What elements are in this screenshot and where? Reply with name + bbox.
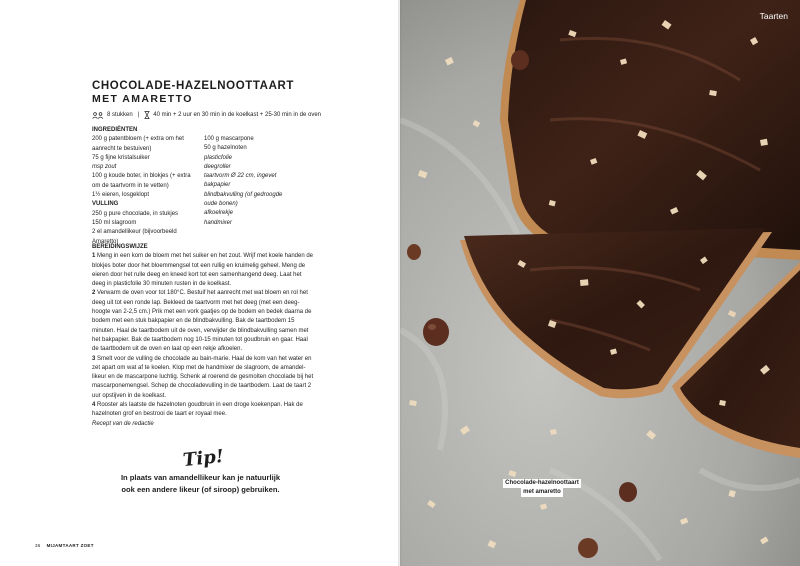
tip-label: Tip! <box>182 445 225 472</box>
equipment-line: taartvorm Ø 22 cm, ingevet <box>204 173 277 180</box>
page-number: 36 <box>35 543 41 548</box>
step-text: Verwarm de oven voor tot 180°C. Bestuif het aanrecht met wat bloem en rol het deeg uit tot een ronde lap. Bekleed de taartvorm met het deeg (met een deeg-hoogte van 2-2,5 cm.) Prik met een vork gaatjes op de bodem en bedek daarna de bodem met een stuk bakpapier en de blindbakvulling. Bak de taartbodem 15 minuten. Haal de taartbodem uit de oven, verwijder de blindbakvulling samen met het bakpapier. Bak de taartbodem nog 10-15 minuten tot goudbruin en gaar. Haal de taartbodem uit de oven en laat op een rekje afkoelen. <box>92 290 312 353</box>
recipe-credit: Recept van de redactie <box>92 420 154 427</box>
filling-heading: VULLING <box>92 201 119 208</box>
ingredient-line: msp zout <box>92 164 117 171</box>
filling-line: Amaretto) <box>92 238 119 245</box>
photo-caption <box>492 479 592 497</box>
hourglass-icon <box>144 111 150 119</box>
method-section <box>92 243 314 429</box>
recipe-meta <box>92 111 321 119</box>
method-step <box>92 355 314 401</box>
equipment-line: deegroller <box>204 163 231 170</box>
equipment-line: blindbakvulling (of gedroogde <box>204 191 283 198</box>
equipment-line: afkoelrekje <box>204 210 234 217</box>
section-tag: Taarten <box>759 11 788 21</box>
ingredient-line: aanrecht te bestuiven) <box>92 145 152 152</box>
ingredient-line: 200 g patentbloem (+ extra om het <box>92 136 184 143</box>
caption-line: met amaretto <box>523 489 561 495</box>
book-gutter <box>398 0 402 566</box>
ingredient-line: 1½ eieren, losgeklopt <box>92 192 150 199</box>
step-text: Rooster als laatste de hazelnoten goudbruin in een droge koekenpan. Hak de hazelnoten grof en bestrooi de taart er royaal mee. <box>92 402 303 418</box>
servings-text: 8 stukken <box>107 112 133 118</box>
ingredients-column-left <box>92 126 202 247</box>
ingredient-line: 100 g koude boter, in blokjes (+ extra <box>92 173 191 180</box>
filling-line: 150 ml slagroom <box>92 219 137 226</box>
ingredients-heading: INGREDIËNTEN <box>92 127 138 133</box>
folio-brand: MIJAMTAART ZOET <box>46 543 94 548</box>
photo-page <box>400 0 800 566</box>
page-folio <box>35 543 94 548</box>
equipment-line: plasticfolie <box>204 154 233 161</box>
caption-line: Chocolade-hazelnoottaart <box>505 480 579 486</box>
servings-icon <box>92 112 104 119</box>
filling-line: 250 g pure chocolade, in stukjes <box>92 210 179 217</box>
step-text: Smelt voor de vulling de chocolade au bain-marie. Haal de kom van het water en zet apart om wat af te koelen. Klop met de handmixer de slagroom, de amandel-likeur en de mascarpone luchtig. Schenk al roerend de gesmolten chocolade bij het mascarponemengsel. Schep de chocoladevulling in de taartbodem. Laat de taart 2 uur opstijven in de koelkast. <box>92 355 314 399</box>
ingredient-line: 100 g mascarpone <box>204 136 254 142</box>
step-number: 3 <box>92 355 96 362</box>
filling-line: 2 el amandellikeur (bijvoorbeeld <box>92 229 177 236</box>
time-text: 40 min + 2 uur en 30 min in de koelkast + 25-30 min in de oven <box>153 112 322 118</box>
meta-divider: | <box>137 112 140 118</box>
ingredients-column-right <box>204 135 304 228</box>
tip-text: In plaats van amandellikeur kan je natuurlijk ook een andere likeur (of siroop) gebruiken. <box>120 473 281 494</box>
equipment-line: handmixer <box>204 219 233 226</box>
recipe-title: CHOCOLADE-HAZELNOOTTAART <box>92 80 294 92</box>
ingredient-line: 75 g fijne kristalsuiker <box>92 154 150 161</box>
method-step <box>92 401 314 420</box>
method-step <box>92 252 314 289</box>
step-number: 2 <box>92 290 96 297</box>
ingredient-line: 50 g hazelnoten <box>204 145 247 152</box>
tart-photo <box>400 0 800 566</box>
equipment-line: bakpapier <box>204 182 231 189</box>
step-number: 1 <box>92 253 96 260</box>
method-heading: BEREIDINGSWIJZE <box>92 244 148 250</box>
recipe-subtitle: MET AMARETTO <box>92 93 193 105</box>
step-number: 4 <box>92 402 96 409</box>
method-step <box>92 289 314 354</box>
ingredient-line: om de taartvorm in te vetten) <box>92 182 169 189</box>
equipment-line: oude bonen) <box>204 201 238 208</box>
step-text: Meng in een kom de bloem met het suiker en het zout. Wrijf met koele handen de blokjes boter door het bloemmengsel tot een rullig en kruimelig geheel. Meng de eieren door het rulle deeg en kneed kort tot een samenhangend deeg. Laat het deeg in plasticfolie 30 minuten rusten in de koelkast. <box>92 253 314 288</box>
